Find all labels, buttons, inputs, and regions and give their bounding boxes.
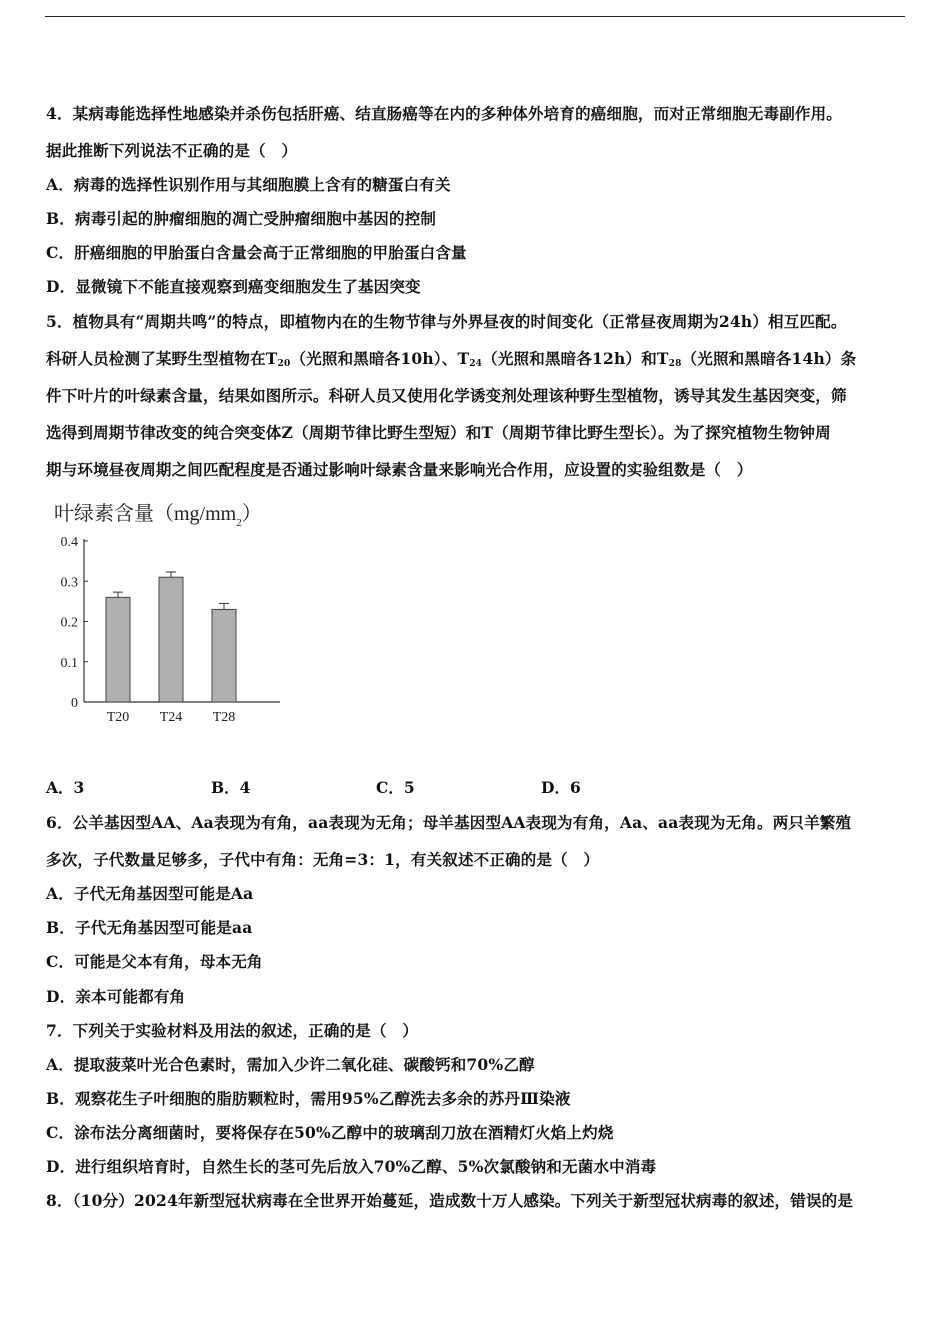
q6-option-d: D．亲本可能都有角	[46, 987, 186, 1006]
q4-option-d: D．显微镜下不能直接观察到癌变细胞发生了基因突变	[46, 277, 421, 296]
q5-options	[46, 776, 906, 798]
bar-t20	[106, 597, 130, 702]
q7-stem: 7．下列关于实验材料及用法的叙述，正确的是（ ）	[46, 1021, 419, 1040]
q4-option-a: A．病毒的选择性识别作用与其细胞膜上含有的糖蛋白有关	[46, 175, 451, 194]
q6-option-a: A．子代无角基因型可能是Aa	[46, 884, 254, 903]
q5-line2: 科研人员检测了某野生型植物在$T_{20}$（光照和黑暗各10h）、$T_{24}$（光照和黑暗各12h）和$T_{28}$（光照和黑暗各14h）条	[46, 349, 857, 369]
q7-option-c: C．涂布法分离细菌时，要将保存在50%乙醇中的玻璃刮刀放在酒精灯火焰上灼烧	[46, 1123, 614, 1142]
q5-line1: 5．植物具有“周期共鸣”的特点，即植物内在的生物节律与外界昼夜的时间变化（正常昼夜周期为24h）相互匹配。	[46, 312, 847, 331]
q4-stem-line1: 4．某病毒能选择性地感染并杀伤包括肝癌、结直肠癌等在内的多种体外培育的癌细胞，而对正常细胞无毒副作用。	[46, 104, 842, 123]
y-tick-label: 0.1	[60, 655, 78, 671]
q5-line3: 件下叶片的叶绿素含量，结果如图所示。科研人员又使用化学诱变剂处理该种野生型植物，诱导其发生基因突变，筛	[46, 386, 847, 405]
y-tick-label: 0	[71, 696, 78, 711]
q8-stem: 8．（10分）2024年新型冠状病毒在全世界开始蔓延，造成数十万人感染。下列关于新型冠状病毒的叙述，错误的是	[46, 1191, 854, 1210]
chart-svg	[50, 496, 290, 736]
q4-option-b: B．病毒引起的肿瘤细胞的凋亡受肿瘤细胞中基因的控制	[46, 209, 437, 228]
q7-option-b: B．观察花生子叶细胞的脂肪颗粒时，需用95%乙醇洗去多余的苏丹Ⅲ染液	[46, 1089, 571, 1108]
bar-t28	[212, 609, 236, 702]
chart-title: 叶绿素含量$(mg/mm_2)$	[54, 503, 262, 529]
x-tick-label: T20	[106, 710, 130, 725]
q7-option-a: A．提取菠菜叶光合色素时，需加入少许二氧化硅、碳酸钙和70%乙醇	[46, 1055, 535, 1074]
q5-line4: 选得到周期节律改变的纯合突变体Z（周期节律比野生型短）和T（周期节律比野生型长）。为了探究植物生物钟周	[46, 423, 831, 442]
header-rule	[45, 16, 905, 17]
q5-option-b: B．4	[211, 778, 251, 797]
q7-option-d: D．进行组织培育时，自然生长的茎可先后放入70%乙醇、5%次氯酸钠和无菌水中消毒	[46, 1157, 657, 1176]
q5-option-c: C．5	[376, 778, 415, 797]
q5-option-a: A．3	[46, 778, 85, 797]
y-tick-label: 0.4	[60, 535, 78, 550]
q6-line1: 6．公羊基因型AA、Aa表现为有角，aa表现为无角；母羊基因型AA表现为有角，Aa、aa表现为无角。两只羊繁殖	[46, 813, 852, 832]
y-tick-label: 0.2	[60, 615, 78, 631]
x-tick-label: T28	[212, 710, 236, 725]
x-tick-label: T24	[159, 710, 183, 725]
q4-option-c: C．肝癌细胞的甲胎蛋白含量会高于正常细胞的甲胎蛋白含量	[46, 243, 467, 262]
chlorophyll-bar-chart	[50, 496, 290, 736]
q5-line5: 期与环境昼夜周期之间匹配程度是否通过影响叶绿素含量来影响光合作用，应设置的实验组数是（ ）	[46, 460, 753, 479]
q4-stem-line2: 据此推断下列说法不正确的是（ ）	[46, 141, 298, 160]
q6-option-b: B．子代无角基因型可能是aa	[46, 918, 253, 937]
q5-option-d: D．6	[541, 778, 581, 797]
q6-line2: 多次，子代数量足够多，子代中有角：无角=3：1，有关叙述不正确的是（ ）	[46, 850, 600, 869]
bar-t24	[159, 577, 183, 702]
y-tick-label: 0.3	[60, 575, 78, 591]
q6-option-c: C．可能是父本有角，母本无角	[46, 952, 263, 971]
